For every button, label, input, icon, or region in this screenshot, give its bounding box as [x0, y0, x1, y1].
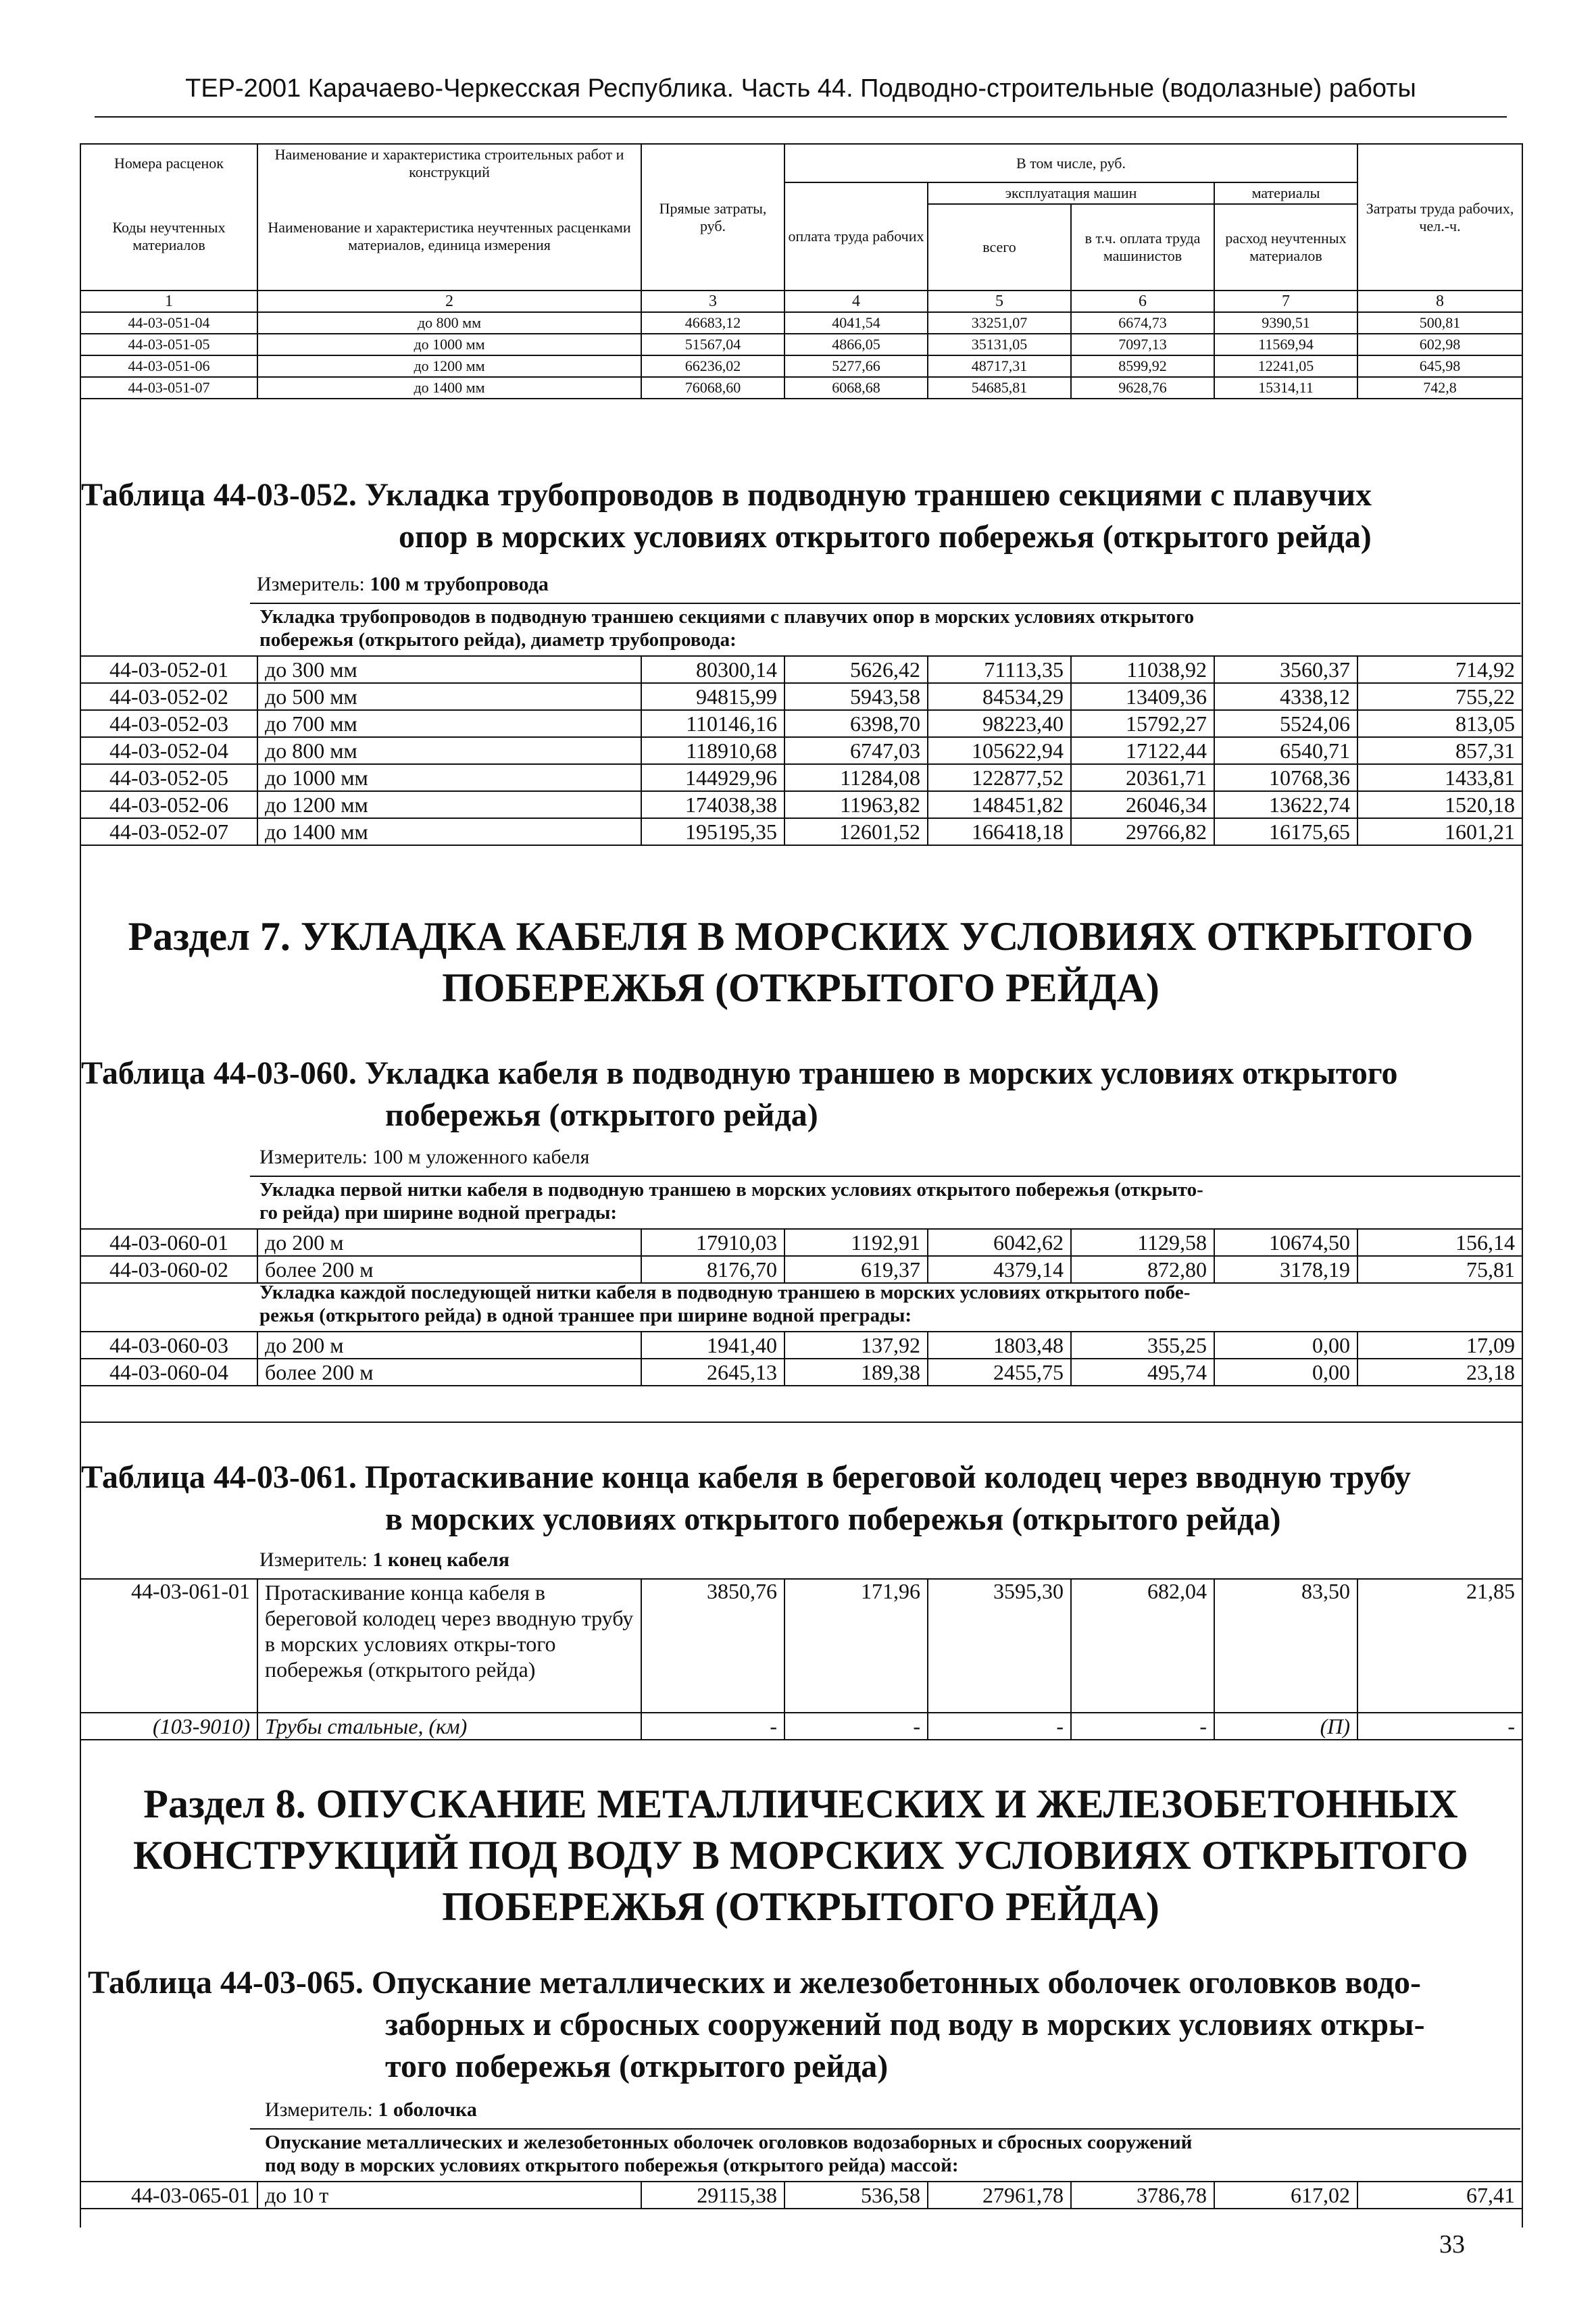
work-name: до 1200 мм — [257, 791, 641, 818]
col-wage: оплата труда рабочих — [784, 182, 928, 291]
labor: 755,22 — [1357, 683, 1522, 710]
col-machines: эксплуатация машин — [928, 182, 1214, 204]
col-mat-cost: расход неучтенных материалов — [1214, 204, 1357, 291]
wage: - — [784, 1713, 928, 1740]
rates-table-060a — [80, 1228, 1523, 1284]
labor: 645,98 — [1357, 355, 1522, 377]
machinist-wage: 3786,78 — [1071, 2182, 1214, 2209]
direct-cost: 118910,68 — [641, 737, 784, 764]
machines-total: 84534,29 — [928, 683, 1071, 710]
col-mach-total: всего — [928, 204, 1071, 291]
table-065-meter: Измеритель: 1 оболочка — [265, 2098, 477, 2121]
table-row — [80, 710, 1522, 737]
rate-code: 44-03-051-06 — [80, 355, 257, 377]
materials: 3560,37 — [1214, 656, 1357, 683]
machines-total: 33251,07 — [928, 312, 1071, 334]
direct-cost: 80300,14 — [641, 656, 784, 683]
col-num: 4 — [784, 291, 928, 312]
table-row — [80, 1579, 1522, 1713]
wage: 6398,70 — [784, 710, 928, 737]
rates-table-060b — [80, 1331, 1523, 1386]
machines-total: 35131,05 — [928, 334, 1071, 355]
machinist-wage: 11038,92 — [1071, 656, 1214, 683]
materials: 617,02 — [1214, 2182, 1357, 2209]
work-name: до 200 м — [257, 1332, 641, 1359]
table-065-title: Таблица 44-03-065. Опускание металлических и железобетонных оболочек оголовков водо- заборных и сбросных сооружений под воду в морских условиях откры- того побережья (открытого рейда) — [88, 1965, 1425, 2084]
materials: 10768,36 — [1214, 764, 1357, 791]
page-number: 33 — [1439, 2230, 1465, 2259]
direct-cost: 66236,02 — [641, 355, 784, 377]
direct-cost: 144929,96 — [641, 764, 784, 791]
section-7-title: Раздел 7. УКЛАДКА КАБЕЛЯ В МОРСКИХ УСЛОВИЯХ ОТКРЫТОГО ПОБЕРЕЖЬЯ (ОТКРЫТОГО РЕЙДА) — [128, 914, 1474, 1010]
table-060-meter: Измеритель: 100 м уложенного кабеля — [259, 1146, 590, 1168]
work-name: до 1000 мм — [257, 764, 641, 791]
header-rule — [95, 116, 1507, 118]
machinist-wage: 15792,27 — [1071, 710, 1214, 737]
labor: 742,8 — [1357, 377, 1522, 399]
rate-code: 44-03-052-01 — [80, 656, 257, 683]
work-name: до 300 мм — [257, 656, 641, 683]
work-name: более 200 м — [257, 1256, 641, 1283]
wage: 6747,03 — [784, 737, 928, 764]
col-materials: материалы — [1214, 182, 1357, 204]
col-num: 1 — [80, 291, 257, 312]
work-name: более 200 м — [257, 1359, 641, 1386]
table-060-title: Таблица 44-03-060. Укладка кабеля в подводную траншею в морских условиях открытого побережья (открытого рейда) — [81, 1055, 1398, 1133]
table-052-subhead: Укладка трубопроводов в подводную траншею секциями с плавучих опор в морских условиях открытого побережья (открытого рейда), диаметр трубопровода: — [259, 606, 1195, 651]
labor: 1601,21 — [1357, 818, 1522, 845]
table-row — [80, 656, 1522, 683]
machinist-wage: 8599,92 — [1071, 355, 1214, 377]
labor: 67,41 — [1357, 2182, 1522, 2209]
machines-total: 2455,75 — [928, 1359, 1071, 1386]
rate-code: 44-03-052-06 — [80, 791, 257, 818]
rates-table-051 — [80, 143, 1523, 399]
direct-cost: 174038,38 — [641, 791, 784, 818]
wage: 6068,68 — [784, 377, 928, 399]
machinist-wage: 9628,76 — [1071, 377, 1214, 399]
labor: 1520,18 — [1357, 791, 1522, 818]
machines-total: 3595,30 — [928, 1579, 1071, 1713]
materials: 4338,12 — [1214, 683, 1357, 710]
machinist-wage: 20361,71 — [1071, 764, 1214, 791]
direct-cost: 8176,70 — [641, 1256, 784, 1283]
material-name: Трубы стальные, (км) — [257, 1713, 641, 1740]
col-incl: В том числе, руб. — [784, 144, 1357, 182]
table-065-subhead: Опускание металлических и железобетонных оболочек оголовков водозаборных и сбросных сооружений под воду в морских условиях открытого побережья (открытого рейда) массой: — [265, 2132, 1193, 2176]
col-name: Наименование и характеристика строительных работ и конструкций — [257, 144, 641, 182]
table-052-title: Таблица 44-03-052. Укладка трубопроводов в подводную траншею секциями с плавучих опор в морских условиях открытого побережья (открытого рейда) — [81, 477, 1372, 555]
wage: 4041,54 — [784, 312, 928, 334]
work-name: до 500 мм — [257, 683, 641, 710]
section-8-title: Раздел 8. ОПУСКАНИЕ МЕТАЛЛИЧЕСКИХ И ЖЕЛЕЗОБЕТОННЫХ КОНСТРУКЦИЙ ПОД ВОДУ В МОРСКИХ УСЛОВИЯХ ОТКРЫТОГО ПОБЕРЕЖЬЯ (ОТКРЫТОГО РЕЙДА) — [133, 1782, 1468, 1929]
machinist-wage: 355,25 — [1071, 1332, 1214, 1359]
rate-code: 44-03-065-01 — [80, 2182, 257, 2209]
wage: 1192,91 — [784, 1229, 928, 1256]
direct-cost: 51567,04 — [641, 334, 784, 355]
table-061-meter: Измеритель: 1 конец кабеля — [259, 1549, 509, 1571]
labor: 857,31 — [1357, 737, 1522, 764]
table-row — [80, 1332, 1522, 1359]
rule — [250, 1176, 1520, 1177]
col-name2: Наименование и характеристика неучтенных расценками материалов, единица измерения — [257, 182, 641, 291]
wage: 5626,42 — [784, 656, 928, 683]
table-row — [80, 1256, 1522, 1283]
table-row — [80, 2182, 1522, 2209]
wage: 536,58 — [784, 2182, 928, 2209]
materials: 3178,19 — [1214, 1256, 1357, 1283]
materials: 10674,50 — [1214, 1229, 1357, 1256]
machines-total: 54685,81 — [928, 377, 1071, 399]
machinist-wage: 17122,44 — [1071, 737, 1214, 764]
col-num: 8 — [1357, 291, 1522, 312]
direct-cost: 1941,40 — [641, 1332, 784, 1359]
materials: (П) — [1214, 1713, 1357, 1740]
rate-code: 44-03-060-01 — [80, 1229, 257, 1256]
materials: 6540,71 — [1214, 737, 1357, 764]
table-row — [80, 1359, 1522, 1386]
table-row — [80, 818, 1522, 845]
machines-total: 1803,48 — [928, 1332, 1071, 1359]
rate-code: 44-03-060-03 — [80, 1332, 257, 1359]
wage: 4866,05 — [784, 334, 928, 355]
work-name: до 1000 мм — [257, 334, 641, 355]
table-row — [80, 1229, 1522, 1256]
col-mach-wage: в т.ч. оплата труда машинистов — [1071, 204, 1214, 291]
machines-total: 166418,18 — [928, 818, 1071, 845]
col-code: Номера расценок — [80, 144, 257, 182]
direct-cost: 195195,35 — [641, 818, 784, 845]
materials: 83,50 — [1214, 1579, 1357, 1713]
direct-cost: - — [641, 1713, 784, 1740]
rate-code: 44-03-060-02 — [80, 1256, 257, 1283]
machinist-wage: 682,04 — [1071, 1579, 1214, 1713]
table-052-meter: Измеритель: 100 м трубопровода — [257, 573, 549, 595]
page-header: ТЕР-2001 Карачаево-Черкесская Республика. Часть 44. Подводно-строительные (водолазные) работы — [185, 74, 1416, 103]
wage: 11284,08 — [784, 764, 928, 791]
col-num: 6 — [1071, 291, 1214, 312]
col-num: 3 — [641, 291, 784, 312]
machinist-wage: 6674,73 — [1071, 312, 1214, 334]
machines-total: 122877,52 — [928, 764, 1071, 791]
machines-total: - — [928, 1713, 1071, 1740]
labor: 156,14 — [1357, 1229, 1522, 1256]
table-row — [80, 791, 1522, 818]
work-name: до 700 мм — [257, 710, 641, 737]
materials: 11569,94 — [1214, 334, 1357, 355]
materials: 13622,74 — [1214, 791, 1357, 818]
wage: 619,37 — [784, 1256, 928, 1283]
wage: 189,38 — [784, 1359, 928, 1386]
machines-total: 98223,40 — [928, 710, 1071, 737]
direct-cost: 3850,76 — [641, 1579, 784, 1713]
work-name: до 800 мм — [257, 737, 641, 764]
wage: 171,96 — [784, 1579, 928, 1713]
rate-code: 44-03-051-05 — [80, 334, 257, 355]
machinist-wage: 29766,82 — [1071, 818, 1214, 845]
labor: 21,85 — [1357, 1579, 1522, 1713]
rates-table-052 — [80, 655, 1523, 846]
materials: 15314,11 — [1214, 377, 1357, 399]
table-row — [80, 737, 1522, 764]
work-name: до 10 т — [257, 2182, 641, 2209]
col-num: 7 — [1214, 291, 1357, 312]
rate-code: 44-03-052-07 — [80, 818, 257, 845]
materials: 5524,06 — [1214, 710, 1357, 737]
table-row — [80, 334, 1522, 355]
rate-code: 44-03-051-07 — [80, 377, 257, 399]
rate-code: 44-03-052-04 — [80, 737, 257, 764]
col-code2: Коды неучтенных материалов — [80, 182, 257, 291]
rate-code: 44-03-051-04 — [80, 312, 257, 334]
material-code: (103-9010) — [80, 1713, 257, 1740]
rate-code: 44-03-052-02 — [80, 683, 257, 710]
materials: 16175,65 — [1214, 818, 1357, 845]
wage: 5943,58 — [784, 683, 928, 710]
table-row — [80, 312, 1522, 334]
table-060-subhead-b: Укладка каждой последующей нитки кабеля в подводную траншею в морских условиях открытого побе- режья (открытого рейда) в одной траншее при ширине водной преграды: — [259, 1282, 1191, 1326]
machines-total: 105622,94 — [928, 737, 1071, 764]
machinist-wage: 495,74 — [1071, 1359, 1214, 1386]
table-061-title: Таблица 44-03-061. Протаскивание конца кабеля в береговой колодец через вводную трубу в морских условиях открытого побережья (открытого рейда) — [81, 1459, 1411, 1537]
machinist-wage: 26046,34 — [1071, 791, 1214, 818]
wage: 5277,66 — [784, 355, 928, 377]
rates-table-061 — [80, 1578, 1523, 1740]
rule — [250, 2128, 1520, 2130]
direct-cost: 46683,12 — [641, 312, 784, 334]
work-name: до 1200 мм — [257, 355, 641, 377]
machinist-wage: 872,80 — [1071, 1256, 1214, 1283]
table-row — [80, 683, 1522, 710]
machines-total: 4379,14 — [928, 1256, 1071, 1283]
labor: 500,81 — [1357, 312, 1522, 334]
labor: 602,98 — [1357, 334, 1522, 355]
rate-code: 44-03-061-01 — [80, 1579, 257, 1713]
col-num: 2 — [257, 291, 641, 312]
materials: 9390,51 — [1214, 312, 1357, 334]
labor: 813,05 — [1357, 710, 1522, 737]
direct-cost: 17910,03 — [641, 1229, 784, 1256]
wage: 12601,52 — [784, 818, 928, 845]
col-direct: Прямые затраты, руб. — [641, 144, 784, 291]
table-row — [80, 764, 1522, 791]
col-num: 5 — [928, 291, 1071, 312]
machines-total: 6042,62 — [928, 1229, 1071, 1256]
direct-cost: 76068,60 — [641, 377, 784, 399]
col-labor: Затраты труда рабочих, чел.-ч. — [1357, 144, 1522, 291]
table-row — [80, 355, 1522, 377]
work-name: до 800 мм — [257, 312, 641, 334]
rate-code: 44-03-052-03 — [80, 710, 257, 737]
materials: 0,00 — [1214, 1359, 1357, 1386]
labor: 714,92 — [1357, 656, 1522, 683]
labor: 23,18 — [1357, 1359, 1522, 1386]
direct-cost: 2645,13 — [641, 1359, 784, 1386]
work-name: до 1400 мм — [257, 377, 641, 399]
machines-total: 71113,35 — [928, 656, 1071, 683]
labor: 75,81 — [1357, 1256, 1522, 1283]
machinist-wage: 13409,36 — [1071, 683, 1214, 710]
direct-cost: 110146,16 — [641, 710, 784, 737]
rule — [80, 1422, 1522, 1423]
machines-total: 27961,78 — [928, 2182, 1071, 2209]
rates-table-065 — [80, 2181, 1523, 2209]
materials: 12241,05 — [1214, 355, 1357, 377]
machines-total: 48717,31 — [928, 355, 1071, 377]
work-name: до 200 м — [257, 1229, 641, 1256]
rate-code: 44-03-052-05 — [80, 764, 257, 791]
rate-code: 44-03-060-04 — [80, 1359, 257, 1386]
machinist-wage: 1129,58 — [1071, 1229, 1214, 1256]
labor: 1433,81 — [1357, 764, 1522, 791]
labor: 17,09 — [1357, 1332, 1522, 1359]
wage: 11963,82 — [784, 791, 928, 818]
work-name: Протаскивание конца кабеля в береговой колодец через вводную трубу в морских условиях откры-того побережья (открытого рейда) — [257, 1579, 641, 1713]
direct-cost: 29115,38 — [641, 2182, 784, 2209]
machinist-wage: - — [1071, 1713, 1214, 1740]
table-row — [80, 377, 1522, 399]
machinist-wage: 7097,13 — [1071, 334, 1214, 355]
work-name: до 1400 мм — [257, 818, 641, 845]
machines-total: 148451,82 — [928, 791, 1071, 818]
table-060-subhead-a: Укладка первой нитки кабеля в подводную траншею в морских условиях открытого побережья (открыто- го рейда) при ширине водной преграды: — [259, 1179, 1203, 1224]
labor: - — [1357, 1713, 1522, 1740]
rule — [250, 603, 1520, 604]
wage: 137,92 — [784, 1332, 928, 1359]
direct-cost: 94815,99 — [641, 683, 784, 710]
material-row — [80, 1713, 1522, 1740]
materials: 0,00 — [1214, 1332, 1357, 1359]
